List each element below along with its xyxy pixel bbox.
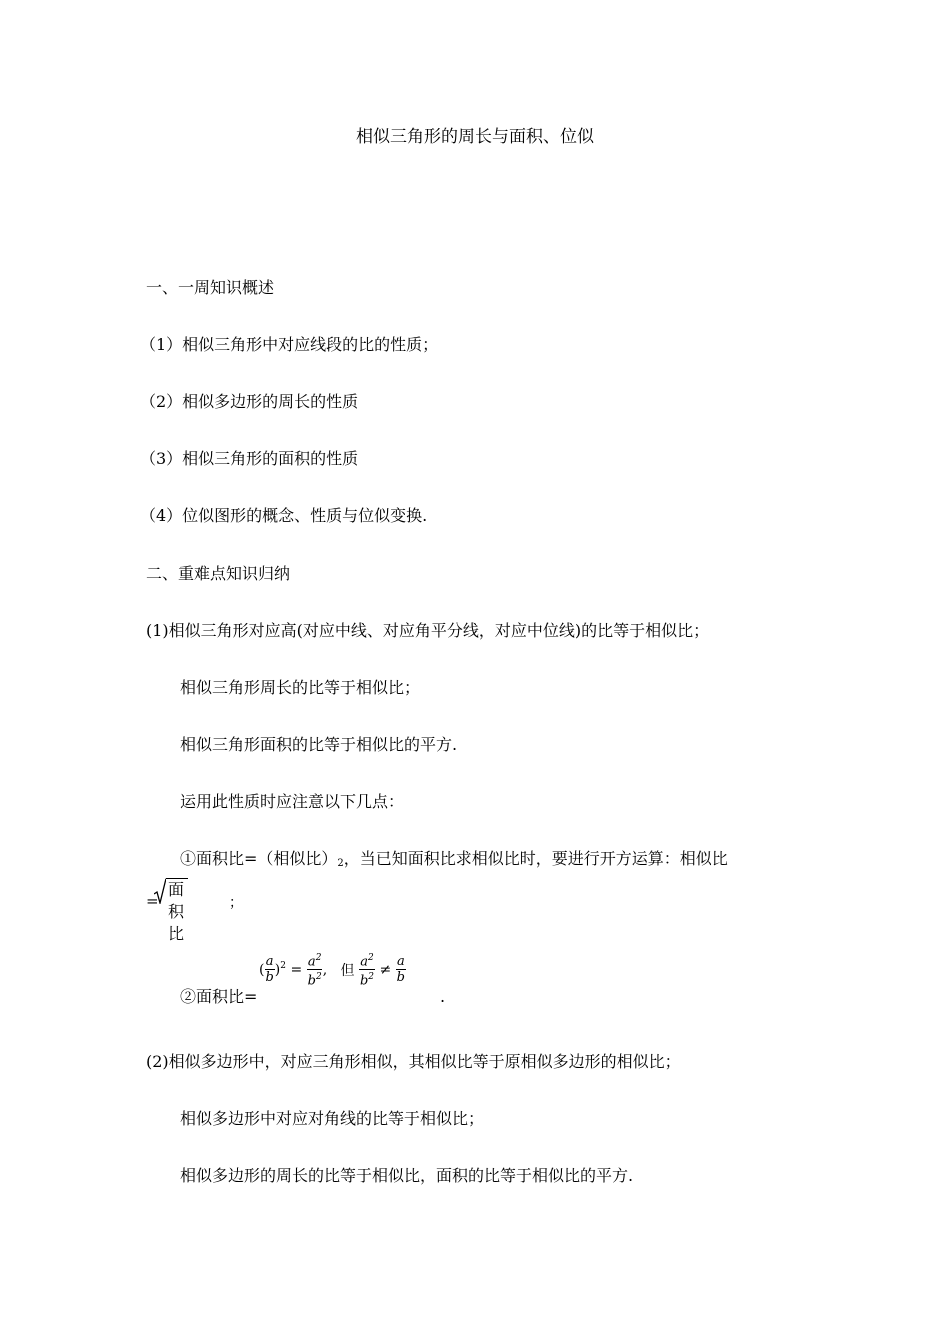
- equals-sign: =: [146, 892, 159, 910]
- note1-exponent: 2: [337, 858, 344, 869]
- but-word: 但: [340, 962, 355, 979]
- fraction-a2-over-b2: $\frac{a^2}{b^2}$: [359, 953, 375, 989]
- sqrt-radicand: 面积比: [166, 878, 188, 945]
- fraction-a-over-b: $\frac{a}{b}$: [265, 954, 274, 986]
- paragraph: 相似多边形的周长的比等于相似比，面积的比等于相似比的平方.: [180, 1166, 634, 1185]
- paragraph: 相似三角形周长的比等于相似比；: [180, 678, 421, 697]
- note-1: [180, 849, 728, 874]
- paragraph: 运用此性质时应注意以下几点：: [180, 792, 405, 811]
- paragraph: 相似三角形面积的比等于相似比的平方.: [180, 735, 458, 754]
- period: .: [440, 987, 446, 1006]
- note1-suffix: ，当已知面积比求相似比时，要进行开方运算：相似比: [343, 849, 728, 868]
- page-title: 相似三角形的周长与面积、位似: [356, 127, 594, 147]
- paragraph: (2)相似多边形中，对应三角形相似，其相似比等于原相似多边形的相似比；: [146, 1052, 681, 1071]
- ratio-formula: ( $\frac{a}{b}$ )$^2$ = $\frac{a^2}{b^2}$ , 但 $\frac{a^2}{b^2}$ ≠ $\frac{a}{b}$: [259, 953, 405, 989]
- note1-prefix: ①面积比=（相似比）: [180, 849, 338, 868]
- paragraph: 相似多边形中对应对角线的比等于相似比；: [180, 1109, 485, 1128]
- paragraph: (1)相似三角形对应高(对应中线、对应角平分线，对应中位线)的比等于相似比；: [146, 621, 710, 640]
- fraction-a2-over-b2: $\frac{a^2}{b^2}$: [307, 953, 322, 989]
- list-item: （1）相似三角形中对应线段的比的性质；: [140, 335, 439, 354]
- list-item: （3）相似三角形的面积的性质: [140, 449, 359, 468]
- section2-heading: 二、重难点知识归纳: [146, 564, 291, 583]
- section1-heading: 一、一周知识概述: [146, 278, 275, 297]
- note2-prefix: ②面积比=: [180, 987, 258, 1006]
- list-item: （2）相似多边形的周长的性质: [140, 392, 359, 411]
- fraction-a-over-b: $\frac{a}{b}$: [396, 954, 405, 986]
- semicolon: ；: [229, 895, 243, 911]
- list-item: （4）位似图形的概念、性质与位似变换.: [140, 506, 428, 525]
- not-equal-sign: ≠: [379, 961, 392, 978]
- sqrt-icon: [154, 878, 166, 904]
